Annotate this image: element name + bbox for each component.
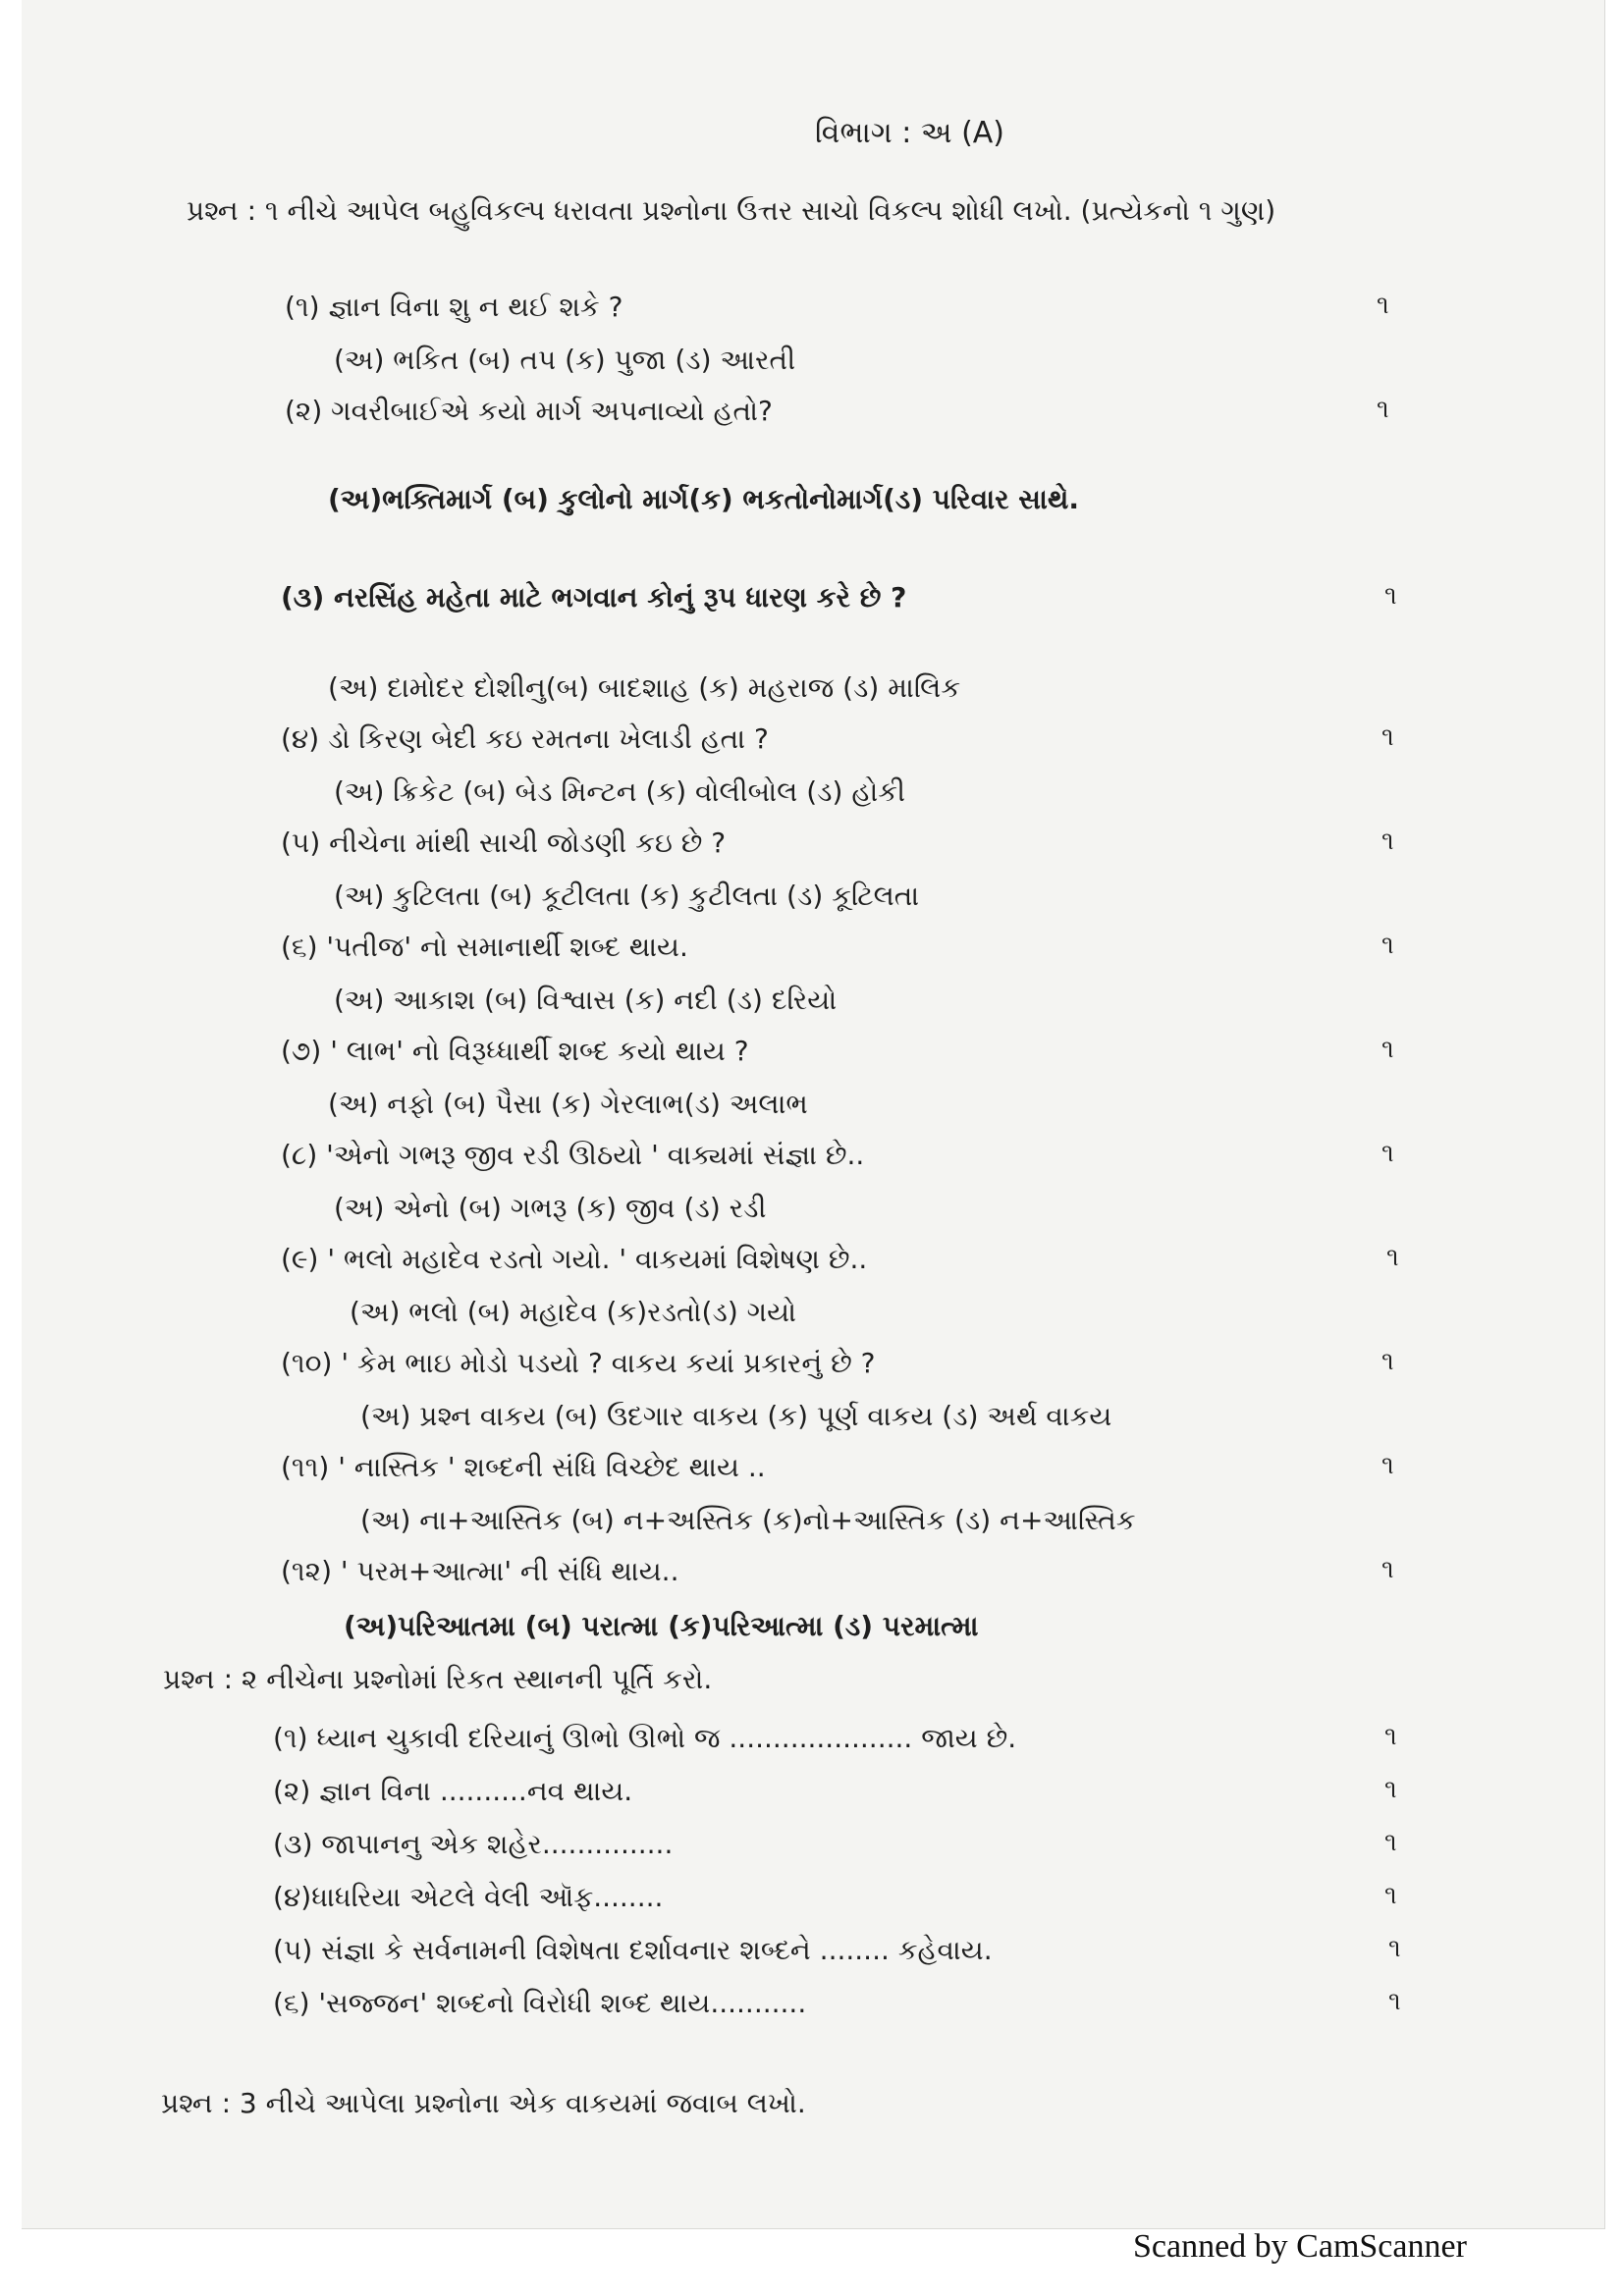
q1-item-4-options: (અ) ક્રિકેટ (બ) બેડ મિન્ટન (ક) વોલીબોલ (ડ) હોકી [334,775,906,808]
q2-item-5-mark: ૧ [1388,1934,1401,1963]
q1-item-7-options: (અ) નફો (બ) પૈસા (ક) ગેરલાભ(ડ) અલાભ [328,1088,808,1120]
q1-item-11-options: (અ) ના+આસ્તિક (બ) ન+અસ્તિક (ક)નો+આસ્તિક (ડ) ન+આસ્તિક [360,1504,1136,1536]
q1-item-10-question: (૧૦) ' કેમ ભાઇ મોડો પડયો ? વાકય કયાં પ્રકારનું છે ? [281,1347,876,1379]
q1-item-8-question: (૮) 'એનો ગભરૂ જીવ રડી ઊઠયો ' વાક્યમાં સંજ્ઞા છે.. [281,1139,865,1171]
q1-item-3-mark: ૧ [1384,581,1397,611]
q2-item-3-mark: ૧ [1384,1828,1397,1857]
q2-item-3: (૩) જાપાનનુ એક શહેર............... [273,1828,674,1860]
q1-item-5-options: (અ) કુટિલતા (બ) કૂટીલતા (ક) કુટીલતા (ડ) કૂટિલતા [334,880,920,912]
q1-item-3-question: (૩) નરસિંહ મહેતા માટે ભગવાન કોનું રૂપ ધારણ કરે છે ? [281,581,907,614]
q1-item-9-mark: ૧ [1386,1243,1399,1272]
q1-item-3-options: (અ) દામોદર દોશીનુ(બ) બાદશાહ (ક) મહરાજ (ડ) માલિક [328,671,961,704]
q1-item-2-mark: ૧ [1377,395,1389,424]
q1-item-10-options: (અ) પ્રશ્ન વાકય (બ) ઉદગાર વાકય (ક) પૂર્ણ વાકય (ડ) અર્થ વાકય [360,1400,1112,1432]
q1-item-8-mark: ૧ [1381,1139,1394,1168]
q1-item-1-question: (૧) જ્ઞાન વિના શુ ન થઈ શકે ? [285,291,623,323]
q1-item-2-question: (૨) ગવરીબાઈએ કયો માર્ગ અપનાવ્યો હતો? [285,395,773,427]
q1-item-4-mark: ૧ [1381,722,1394,752]
q1-item-6-options: (અ) આકાશ (બ) વિશ્વાસ (ક) નદી (ડ) દરિયો [334,984,838,1016]
q1-item-11-mark: ૧ [1381,1451,1394,1480]
q1-item-6-mark: ૧ [1381,931,1394,960]
q1-item-9-question: (૯) ' ભલો મહાદેવ રડતો ગયો. ' વાકયમાં વિશેષણ છે.. [281,1243,868,1275]
q1-item-5-mark: ૧ [1381,827,1394,856]
scanner-watermark: Scanned by CamScanner [1133,2228,1467,2265]
q2-item-4-mark: ૧ [1384,1881,1397,1910]
q1-item-7-question: (૭) ' લાભ' નો વિરૂધ્ધાર્થી શબ્દ કયો થાય ? [281,1035,749,1067]
exam-sheet [22,0,1605,2229]
q1-item-2-options: (અ)ભક્તિમાર્ગ (બ) કુલોનો માર્ગ(ક) ભકતોનોમાર્ગ(ડ) પરિવાર સાથે. [328,483,1079,515]
q1-item-12-options: (અ)પરિઆતમા (બ) પરાત્મા (ક)પરિઆત્મા (ડ) પરમાત્મા [344,1610,979,1642]
q1-item-1-options: (અ) ભકિત (બ) તપ (ક) પુજા (ડ) આરતી [334,344,796,376]
question-1-heading: પ્રશ્ન : ૧ નીચે આપેલ બહુવિકલ્પ ધરાવતા પ્રશ્નોના ઉત્તર સાચો વિકલ્પ શોધી લખો. (પ્રત્યેકનો ૧ ગુણ) [187,194,1276,227]
q1-item-8-options: (અ) એનો (બ) ગભરૂ (ક) જીવ (ડ) રડી [334,1192,767,1224]
q2-item-6: (૬) 'સજ્જન' શબ્દનો વિરોધી શબ્દ થાય........... [273,1987,807,2019]
q1-item-11-question: (૧૧) ' નાસ્તિક ' શબ્દની સંધિ વિચ્છેદ થાય .. [281,1451,766,1483]
q2-item-6-mark: ૧ [1388,1987,1401,2016]
q1-item-9-options: (અ) ભલો (બ) મહાદેવ (ક)રડતો(ડ) ગયો [350,1296,797,1328]
q2-item-4: (૪)ધાધરિયા એટલે વેલી ઑફ........ [273,1881,664,1913]
q2-item-2: (૨) જ્ઞાન વિના ..........નવ થાય. [273,1775,633,1807]
section-heading: વિભાગ : અ (A) [815,116,1005,150]
question-2-heading: પ્રશ્ન : ૨ નીચેના પ્રશ્નોમાં રિકત સ્થાનની પૂર્તિ કરો. [163,1663,713,1695]
question-3-heading: પ્રશ્ન : 3 નીચે આપેલા પ્રશ્નોના એક વાકયમાં જવાબ લખો. [161,2087,806,2119]
q2-item-5: (૫) સંજ્ઞા કે સર્વનામની વિશેષતા દર્શાવનાર શબ્દને ........ કહેવાય. [273,1934,993,1966]
q1-item-4-question: (૪) ડો કિરણ બેદી કઇ રમતના ખેલાડી હતા ? [281,722,769,755]
q1-item-7-mark: ૧ [1381,1035,1394,1064]
q2-item-1: (૧) ધ્યાન ચુકાવી દરિયાનું ઊભો ઊભો જ ..................... જાય છે. [273,1722,1017,1754]
q1-item-12-question: (૧૨) ' પરમ+આત્મા' ની સંધિ થાય.. [281,1555,679,1587]
q1-item-5-question: (૫) નીચેના માંથી સાચી જોડણી કઇ છે ? [281,827,727,859]
q1-item-10-mark: ૧ [1381,1347,1394,1376]
q1-item-1-mark: ૧ [1377,291,1389,320]
q1-item-12-mark: ૧ [1381,1555,1394,1584]
q2-item-1-mark: ૧ [1384,1722,1397,1751]
q1-item-6-question: (૬) 'પતીજ' નો સમાનાર્થી શબ્દ થાય. [281,931,688,963]
q2-item-2-mark: ૧ [1384,1775,1397,1804]
